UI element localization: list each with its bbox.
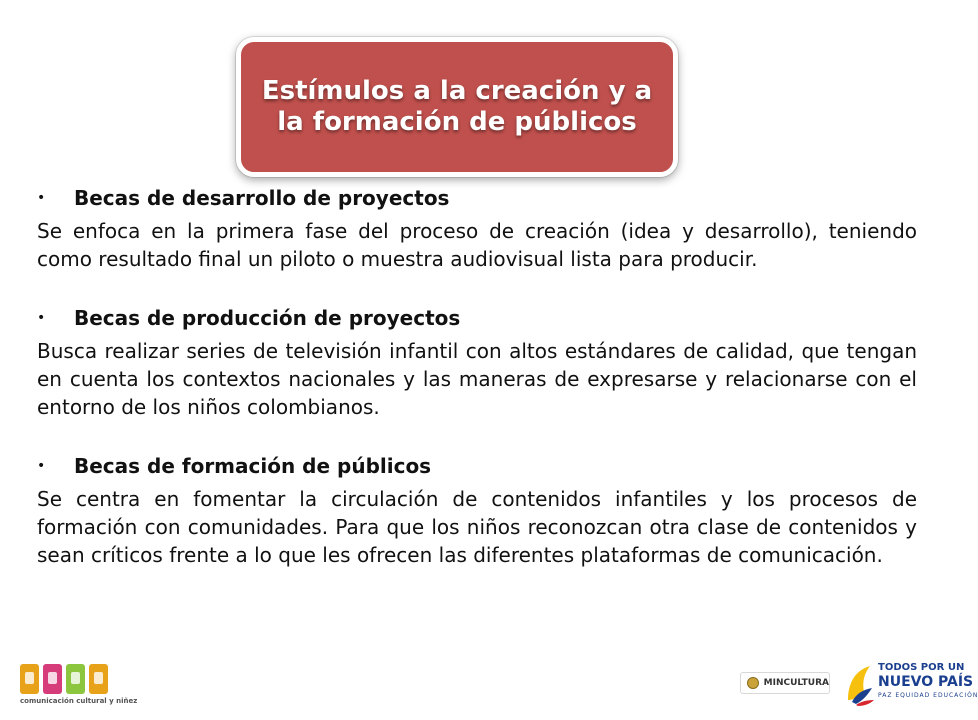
section-body: Busca realizar series de televisión infantil con altos estándares de calidad, que tengan en cuenta los contextos nacionales y las maneras de expresarse y relacionarse con el entorno de los niños colombianos.	[37, 339, 917, 419]
bullet-row	[37, 183, 917, 213]
flag-bird-icon	[842, 662, 876, 706]
section-desarrollo	[37, 183, 917, 273]
logo-block-icon	[66, 664, 85, 694]
mincultura-logo	[740, 672, 830, 694]
section-formacion	[37, 451, 917, 569]
bullet-icon: •	[37, 310, 46, 326]
logo-block-icon	[43, 664, 62, 694]
section-heading: Becas de formación de públicos	[74, 454, 432, 478]
logo-blocks	[20, 664, 120, 694]
logo-caption: comunicación cultural y niñez	[20, 697, 138, 705]
logo-block-icon	[89, 664, 108, 694]
seal-icon	[747, 677, 759, 689]
nuevo-pais-logo	[842, 658, 978, 714]
section-heading: Becas de desarrollo de proyectos	[74, 186, 450, 210]
section-body: Se enfoca en la primera fase del proceso de creación (idea y desarrollo), teniendo como resultado final un piloto o muestra audiovisual lista para producir.	[37, 219, 917, 271]
footer	[0, 650, 978, 720]
mincultura-label: MINCULTURA	[763, 678, 829, 688]
comunicacion-cultural-logo	[20, 664, 138, 720]
section-produccion	[37, 303, 917, 421]
bullet-icon: •	[37, 458, 46, 474]
slide-title: Estímulos a la creación y a la formación de públicos	[261, 76, 653, 137]
gov-slogan-line3: PAZ EQUIDAD EDUCACIÓN	[878, 692, 978, 699]
bullet-row	[37, 451, 917, 481]
bullet-icon: •	[37, 190, 46, 206]
logo-block-icon	[20, 664, 39, 694]
section-body: Se centra en fomentar la circulación de contenidos infantiles y los procesos de formación con comunidades. Para que los niños reconozcan otra clase de contenidos y sean críticos frente a lo que les ofrecen las diferentes plataformas de comunicación.	[37, 487, 917, 567]
section-heading: Becas de producción de proyectos	[74, 306, 461, 330]
gov-slogan-line1: TODOS POR UN	[878, 662, 965, 673]
slide-content	[37, 183, 917, 599]
gov-slogan-line2: NUEVO PAÍS	[878, 674, 974, 690]
bullet-row	[37, 303, 917, 333]
title-banner	[236, 37, 678, 177]
